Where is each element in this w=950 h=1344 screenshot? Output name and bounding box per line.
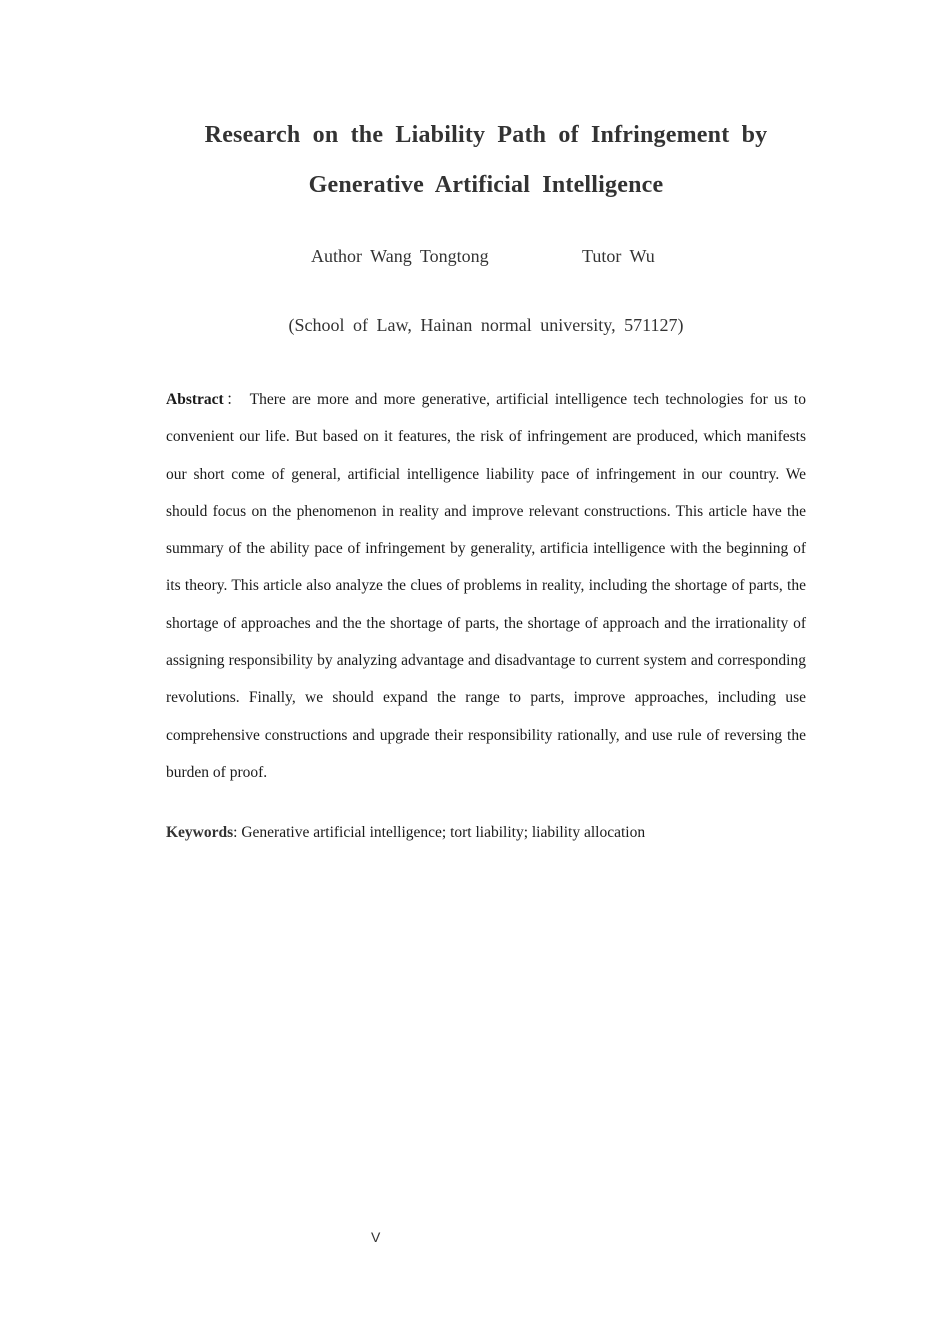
keywords-text: Generative artificial intelligence; tort liability; liability allocation — [241, 824, 646, 841]
author-name: Author Wang Tongtong — [311, 246, 489, 266]
abstract-separator: ： — [223, 391, 244, 408]
abstract-label: Abstract — [166, 391, 224, 408]
tutor-name: Tutor Wu — [582, 246, 655, 266]
paper-title-line-2: Generative Artificial Intelligence — [308, 172, 664, 198]
keywords-label: Keywords — [166, 824, 234, 841]
paper-title-line-1: Research on the Liability Path of Infringement by — [204, 122, 768, 148]
page-number: V — [371, 1229, 381, 1245]
abstract-text: There are more and more generative, artificial intelligence tech technologies for us to convenient our life. But based on it features, the risk of infringement are produced, which manifests our short come of general, artificial intelligence liability pace of infringement in our country. We should focus on the phenomenon in reality and improve relevant constructions. This article have the summary of the ability pace of infringement by generality, artificia intelligence with the beginning of its theory. This article also analyze the clues of problems in reality, including the shortage of parts, the shortage of approaches and the the shortage of parts, the shortage of approach and the irrationality of assigning responsibility by analyzing advantage and disadvantage to current system and corresponding revolutions. Finally, we should expand the range to parts, improve approaches, including use comprehensive constructions and upgrade their responsibility rationally, and use rule of reversing the burden of proof. — [166, 391, 806, 781]
abstract-paragraph — [166, 381, 806, 791]
keywords-separator: : — [233, 824, 242, 841]
affiliation: (School of Law, Hainan normal university, 571127) — [288, 315, 684, 335]
keywords-line — [166, 824, 806, 842]
